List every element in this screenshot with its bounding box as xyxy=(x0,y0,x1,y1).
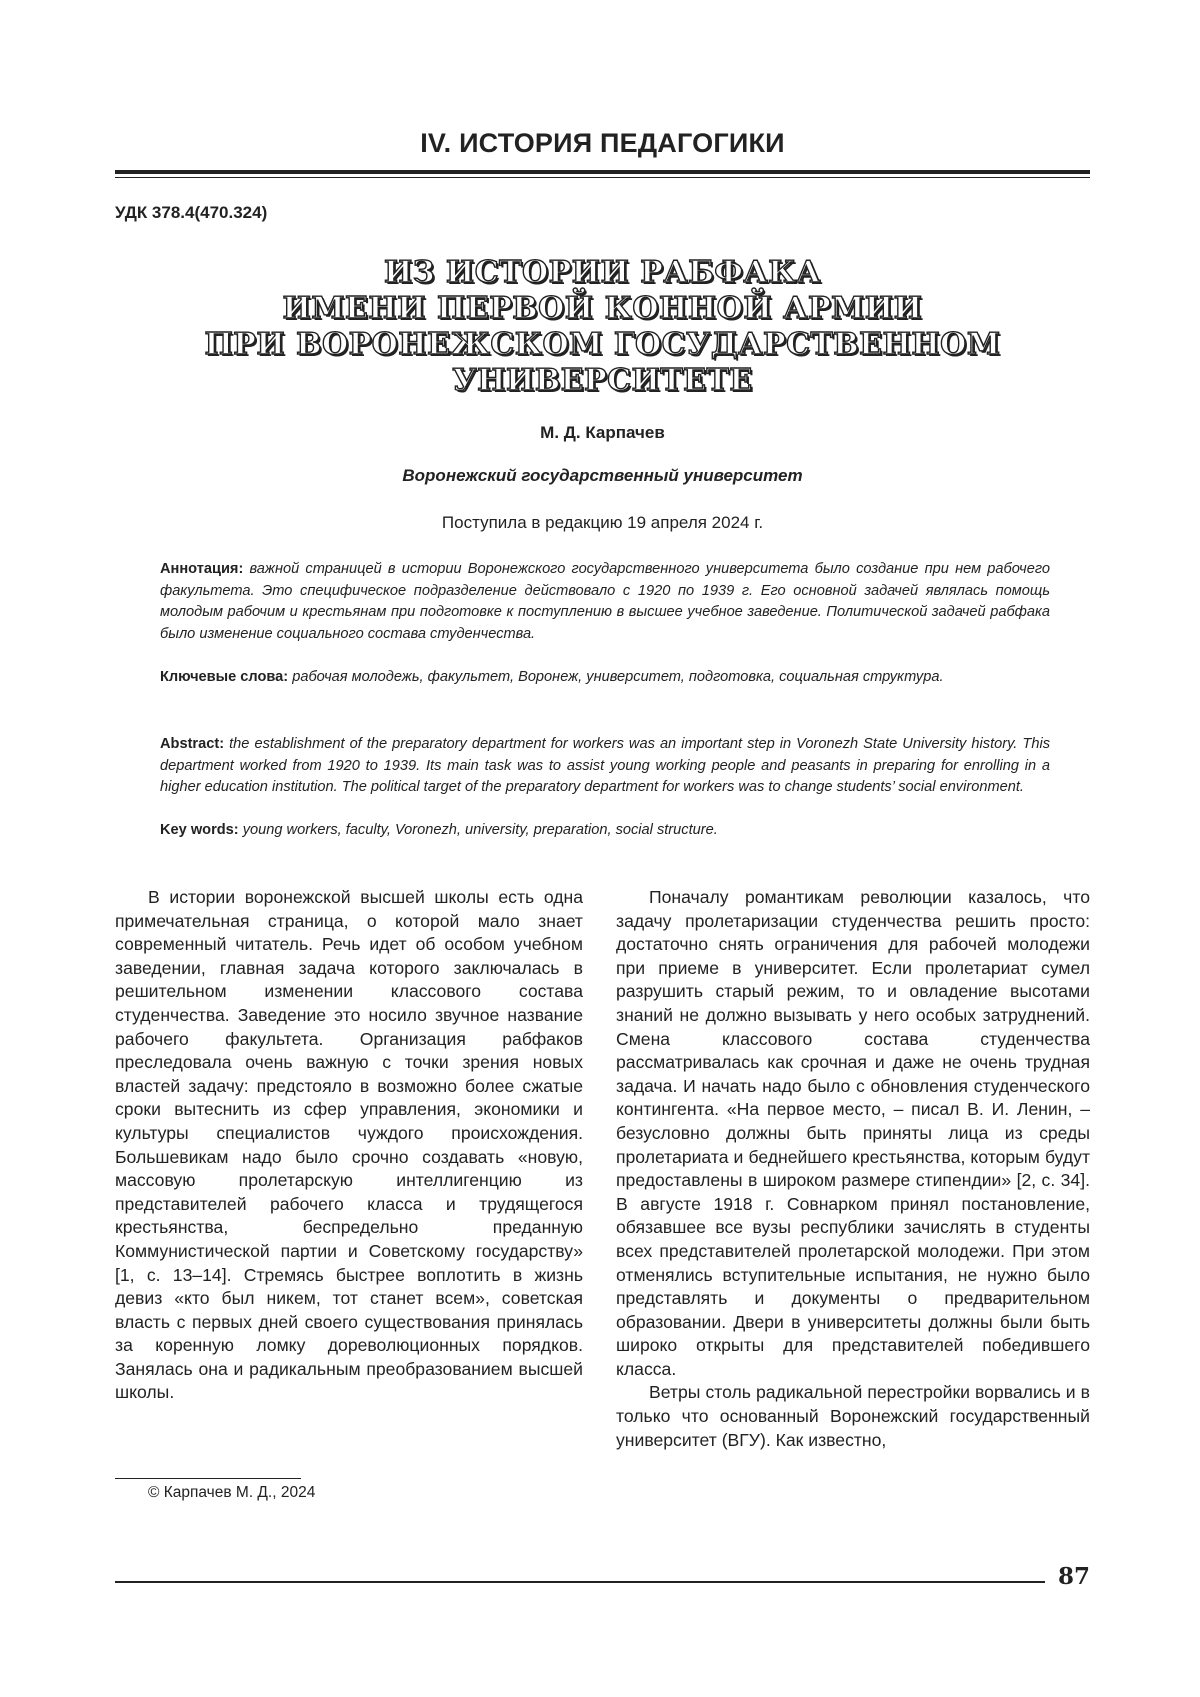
body-column-left xyxy=(115,886,583,1405)
received-date: Поступила в редакцию 19 апреля 2024 г. xyxy=(441,513,764,532)
section-header: IV. ИСТОРИЯ ПЕДАГОГИКИ xyxy=(420,128,785,158)
abstract-en xyxy=(160,734,1050,799)
keywords-ru-label: Ключевые слова: xyxy=(160,669,289,685)
keywords-ru xyxy=(160,667,1050,689)
body-paragraph: Поначалу романтикам революции казалось, что задачу пролетаризации студенчества решить просто: достаточно снять ограничения для рабочей молодежи при приеме в университет. Если пролетариат сумел разрушить старый режим, то и овладение высотами знаний не должно вызывать у него особых затруднений. Смена классового состава студенчества рассматривалась как срочная и даже не очень трудная задача. И начать надо было с обновления студенческого контингента. «На первое место, – писал В. И. Ленин, – безусловно должны быть приняты лица из среды пролетариата и беднейшего крестьянства, которым будут предоставлены в широком размере стипендии» [2, с. 34]. В августе 1918 г. Совнарком принял постановление, обязавшее все вузы республики зачислять в студенты всех представителей пролетарской молодежи. При этом отменялись вступительные испытания, не нужно было представлять и документы о предварительном образовании. Двери в университеты должны были быть широко открыты для представителей победившего класса. xyxy=(616,887,1090,1379)
page-number: 87 xyxy=(1058,1563,1091,1590)
title-line: УНИВЕРСИТЕТЕ xyxy=(452,363,753,398)
title-line: ИМЕНИ ПЕРВОЙ КОННОЙ АРМИИ xyxy=(282,291,923,326)
abstract-en-text: the establishment of the preparatory department for workers was an important step in Voronezh State University history. This department worked from 1920 to 1939. Its main task was to assist young working people and peasants in preparing for enrolling in a higher education institution. The political target of the preparatory department for workers was to change students’ social environment. xyxy=(160,736,1050,795)
abstract-ru xyxy=(160,559,1050,645)
body-paragraph: В истории воронежской высшей школы есть одна примечательная страница, о которой мало знает современный читатель. Речь идет об особом учебном заведении, главная задача которого заключалась в решительном изменении классового состава студенчества. Заведение это носило звучное название рабочего факультета. Организация рабфаков преследовала очень важную с точки зрения новых властей задачу: предстояло в возможно более сжатые сроки вытеснить из сфер управления, экономики и культуры специалистов чуждого происхождения. Большевикам надо было срочно создавать «новую, массовую пролетарскую интеллигенцию из представителей рабочего класса и трудящегося крестьянства, беспредельно преданную Коммунистической партии и Советскому государству» [1, с. 13–14]. Стремясь быстрее воплотить в жизнь девиз «кто был никем, тот станет всем», советская власть с первых дней своего существования принялась за коренную ломку дореволюционных порядков. Занялась она и радикальным преобразованием высшей школы. xyxy=(115,887,583,1403)
title-line: ИЗ ИСТОРИИ РАБФАКА xyxy=(383,255,822,290)
abstract-en-label: Abstract: xyxy=(160,736,225,752)
udc-code: УДК 378.4(470.324) xyxy=(115,203,268,222)
author-affiliation: Воронежский государственный университет xyxy=(402,466,803,485)
article-title xyxy=(115,255,1090,399)
copyright-footnote: © Карпачев М. Д., 2024 xyxy=(148,1484,316,1501)
body-column-right xyxy=(616,886,1090,1452)
footer-rule xyxy=(115,1581,1045,1583)
header-rule-thin xyxy=(115,177,1090,178)
title-line: ПРИ ВОРОНЕЖСКОМ ГОСУДАРСТВЕННОМ xyxy=(204,327,1001,362)
abstract-ru-text: важной страницей в истории Воронежского государственного университета было создание при нем рабочего факультета. Это специфическое подразделение действовало с 1920 по 1939 г. Его основной задачей являлась помощь молодым рабочим и крестьянам при подготовке к поступлению в высшее учебное заведение. Политической задачей рабфака было изменение социального состава студенчества. xyxy=(160,561,1050,642)
keywords-ru-text: рабочая молодежь, факультет, Воронеж, университет, подготовка, социальная структура. xyxy=(292,669,944,685)
footnote-rule xyxy=(115,1478,301,1479)
body-paragraph: Ветры столь радикальной перестройки ворвались и в только что основанный Воронежский государственный университет (ВГУ). Как известно, xyxy=(616,1382,1090,1450)
keywords-en xyxy=(160,820,1050,842)
keywords-en-label: Key words: xyxy=(160,822,239,838)
abstract-ru-label: Аннотация: xyxy=(160,561,244,577)
header-rule-thick xyxy=(115,170,1090,174)
author-name: М. Д. Карпачев xyxy=(540,423,665,442)
keywords-en-text: young workers, faculty, Voronezh, university, preparation, social structure. xyxy=(242,822,718,838)
